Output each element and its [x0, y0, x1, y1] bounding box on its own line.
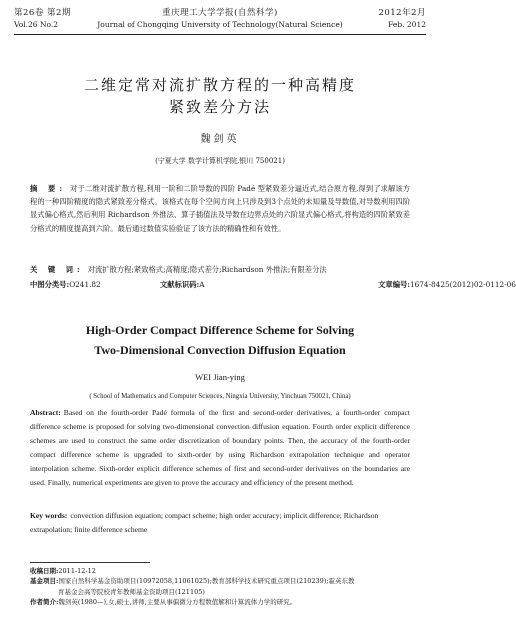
abstract-cn-label: 摘 要: — [30, 184, 67, 193]
classification-row — [30, 280, 516, 292]
clc-value: O241.82 — [69, 280, 101, 289]
abstract-cn — [30, 182, 410, 235]
title-cn-line1: 二维定常对流扩散方程的一种高精度 — [83, 76, 356, 94]
doc-code-value: A — [199, 280, 205, 289]
bio-text: 魏剑英(1980—),女,硕士,讲师,主要从事偏微分方程数值解和计算流体力学的研究。 — [58, 597, 297, 606]
keywords-cn — [30, 265, 410, 275]
date-en: Feb. 2012 — [388, 20, 426, 29]
affiliation-cn: (宁夏大学 数学计算机学院,银川 750021) — [155, 157, 285, 165]
date-cn: 2012年2月 — [378, 8, 426, 18]
affiliation-en: ( School of Mathematics and Computer Sciences, Ningxia University, Yinchuan 750021, China) — [89, 393, 351, 400]
author-cn: 魏剑英 — [200, 134, 240, 145]
fund-text-line1: 国家自然科学基金资助项目(10972058,11061025);教育部科学技术研究重点项目(210239);霍英东教 — [58, 577, 355, 586]
article-no-label: 文章编号: — [378, 280, 410, 289]
fund-label: 基金项目: — [30, 577, 59, 586]
title-cn-line2: 紧致差分方法 — [168, 98, 271, 116]
abstract-en-label: Abstract: — [30, 408, 61, 417]
author-en: WEI Jian-ying — [195, 372, 245, 382]
abstract-cn-text: 对于二维对流扩散方程,利用一阶和二阶导数的四阶 Padé 型紧致差分逼近式,结合原方程,得到了求解该方程的一种四阶精度的隐式紧致差分格式。该格式在每个空间方向上只涉及到3个点处的未知量及导数值,对导数利用四阶显式偏心格式,然后利用 Richardson 外推法、算子插值法及导数在边界点处的六阶显式偏心格式,将构造的四阶紧致差分格式的精度提高到六阶。最后通过数值实验验证了该方法的精确性和有效性。 — [30, 184, 411, 233]
keywords-cn-text: 对流扩散方程;紧致格式;高精度;隐式差分;Richardson 外推法;有限差分法 — [87, 265, 327, 274]
keywords-en-label: Key words: — [30, 511, 68, 520]
clc-field — [30, 280, 101, 290]
keywords-cn-label: 关 键 词: — [30, 265, 84, 274]
abstract-en — [30, 406, 410, 489]
keywords-en — [30, 509, 410, 537]
title-en-line1: High-Order Compact Difference Scheme for Solving — [85, 323, 355, 337]
doc-code-label: 文献标识码: — [160, 280, 200, 289]
article-no-value: 1674-8425(2012)02-0112-06 — [410, 280, 516, 289]
volume-issue-cn: 第26卷 第2期 — [14, 8, 71, 18]
keywords-en-text: convection diffusion equation; compact scheme; high order accuracy; implicit difference; Richardson extrapolation; finite difference scheme — [30, 511, 379, 534]
doc-code-field — [160, 280, 205, 290]
journal-name-cn: 重庆理工大学学报(自然科学) — [162, 8, 278, 18]
volume-issue-en: Vol.26 No.2 — [14, 20, 59, 29]
title-en-line2: Two-Dimensional Convection Diffusion Equation — [94, 343, 346, 357]
bio-label: 作者简介: — [30, 597, 59, 606]
journal-name-en: Journal of Chongqing University of Technology(Natural Science) — [97, 20, 343, 29]
received-date: 2011-12-12 — [58, 567, 96, 575]
received-label: 收稿日期: — [30, 567, 59, 575]
header-rule — [14, 34, 426, 35]
article-no-field — [378, 280, 516, 290]
footnote — [30, 566, 410, 607]
fund-text-line2: 育基金会高等院校青年教师基金资助项目(121105) — [58, 587, 205, 596]
abstract-en-text: Based on the fourth-order Padé formula of the first and second-order derivatives, a fourth-order compact difference scheme is proposed for solving two-dimensional convection diffusion equation. Fourth order explicit difference schemes are used to construct the same order discretization of boundary points. Then, the accuracy of the fourth-order compact difference scheme is upgraded to sixth-order by using Richardson extrapolation technique and operator interpolation scheme. Sixth-order explicit difference schemes of first and second-order derivatives on the boundaries are used. Finally, numerical experiments are given to prove the accuracy and efficiency of the present method. — [30, 408, 410, 487]
clc-label: 中图分类号: — [30, 280, 70, 289]
footnote-rule — [30, 562, 150, 563]
